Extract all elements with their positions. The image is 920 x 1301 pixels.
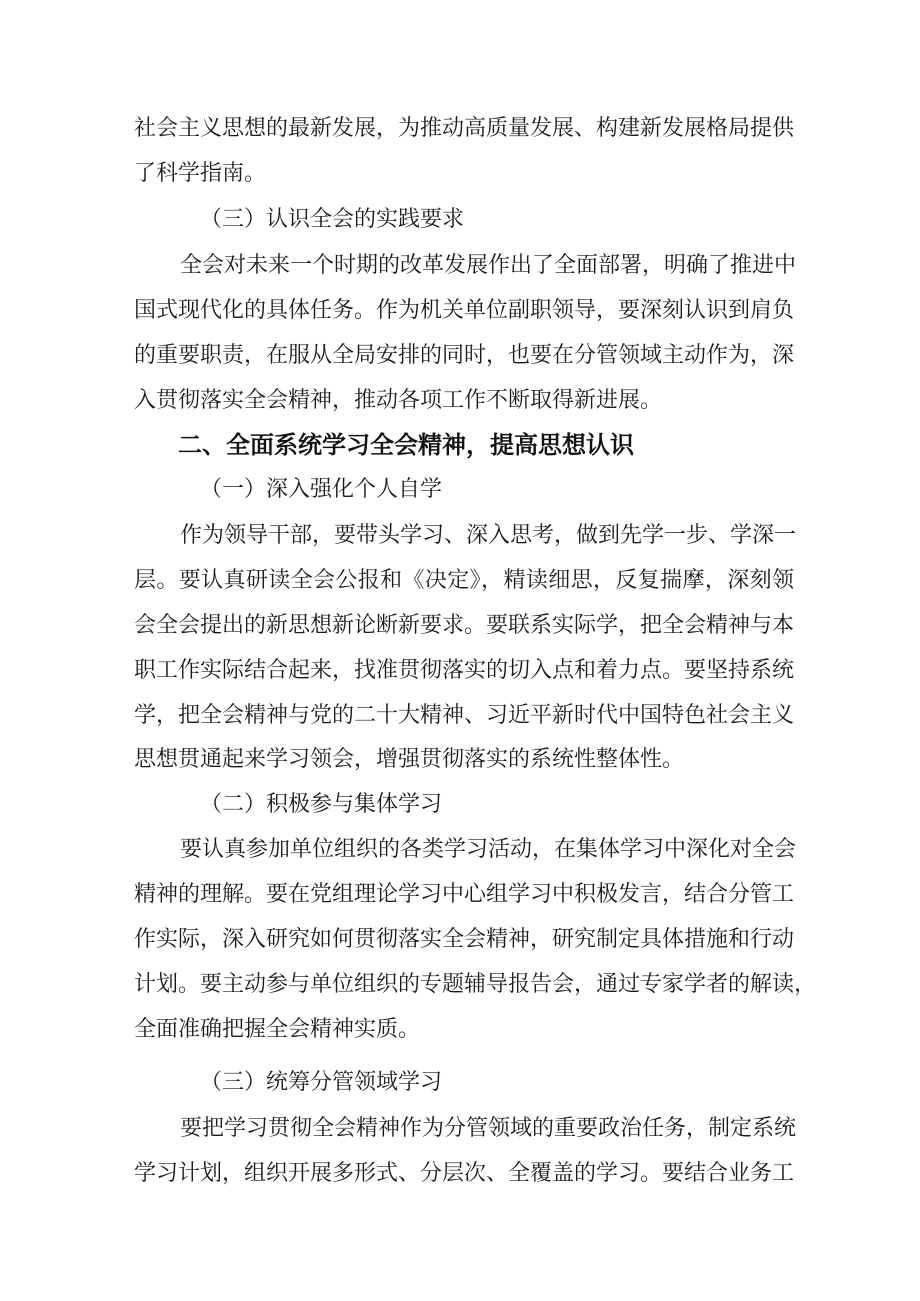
paragraph-line: 学习计划，组织开展多形式、分层次、全覆盖的学习。要结合业务工 — [134, 1161, 795, 1186]
paragraph-line: 入贯彻落实全会精神，推动各项工作不断取得新进展。 — [134, 388, 663, 413]
paragraph-line: 全面准确把握全会精神实质。 — [134, 1017, 421, 1042]
paragraph-line: 计划。要主动参与单位组织的专题辅导报告会，通过专家学者的解读， — [134, 972, 817, 997]
subsection-title-self-study: （一）深入强化个人自学 — [200, 477, 443, 502]
section-heading: 二、全面系统学习全会精神，提高思想认识 — [178, 431, 634, 459]
paragraph-line: 学，把全会精神与党的二十大精神、习近平新时代中国特色社会主义 — [134, 703, 795, 728]
paragraph-line: 国式现代化的具体任务。作为机关单位副职领导，要深刻认识到肩负 — [134, 298, 795, 323]
paragraph-line: 思想贯通起来学习领会，增强贯彻落实的系统性整体性。 — [134, 747, 685, 772]
paragraph-line: 要把学习贯彻全会精神作为分管领域的重要政治任务，制定系统 — [180, 1116, 797, 1141]
paragraph-line: 了科学指南。 — [134, 161, 267, 186]
paragraph-line: 全会对未来一个时期的改革发展作出了全面部署，明确了推进中 — [180, 253, 797, 278]
paragraph-line: 精神的理解。要在党组理论学习中心组学习中积极发言，结合分管工 — [134, 882, 795, 907]
paragraph-line: 层。要认真研读全会公报和《决定》，精读细思，反复揣摩，深刻领 — [134, 568, 794, 593]
subsection-title-practice: （三）认识全会的实践要求 — [200, 207, 465, 232]
paragraph-line: 要认真参加单位组织的各类学习活动，在集体学习中深化对全会 — [180, 837, 797, 862]
subsection-title-domain-study: （三）统筹分管领域学习 — [200, 1070, 443, 1095]
paragraph-line: 职工作实际结合起来，找准贯彻落实的切入点和着力点。要坚持系统 — [134, 658, 795, 683]
paragraph-line: 的重要职责，在服从全局安排的同时，也要在分管领域主动作为，深 — [134, 343, 795, 368]
paragraph-line: 作实际，深入研究如何贯彻落实全会精神，研究制定具体措施和行动 — [134, 927, 795, 952]
subsection-title-group-study: （二）积极参与集体学习 — [200, 792, 443, 817]
paragraph-line: 会全会提出的新思想新论断新要求。要联系实际学，把全会精神与本 — [134, 613, 795, 638]
paragraph-line: 作为领导干部，要带头学习、深入思考，做到先学一步、学深一 — [180, 523, 797, 548]
paragraph-line: 社会主义思想的最新发展，为推动高质量发展、构建新发展格局提供 — [134, 116, 795, 141]
